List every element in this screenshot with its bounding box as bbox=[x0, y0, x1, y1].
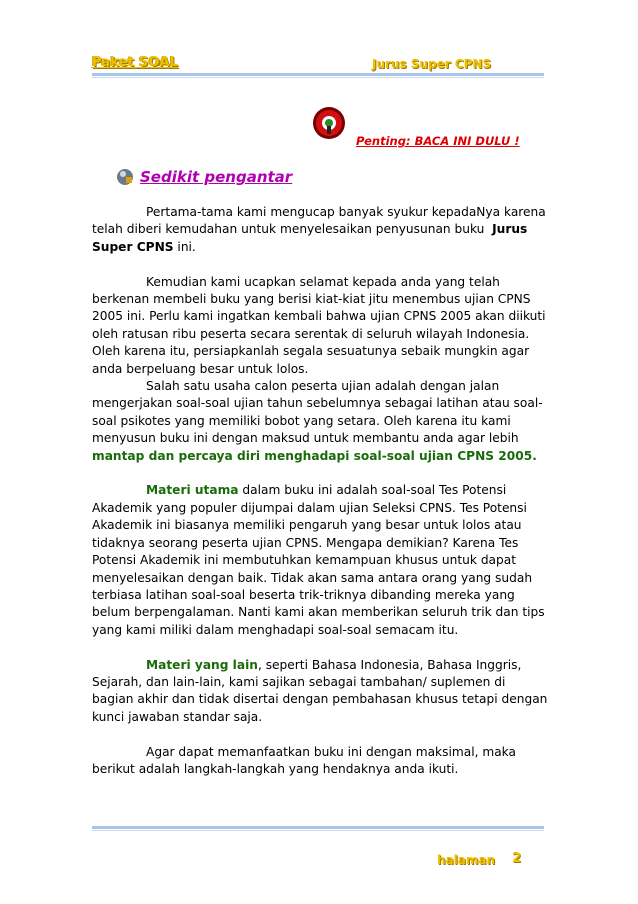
header-left-title: Paket SOAL bbox=[92, 55, 179, 70]
body-text bbox=[92, 204, 548, 778]
footer-rule-thin bbox=[92, 830, 544, 831]
footer-page-number: 2 bbox=[512, 851, 522, 866]
paragraph-4: Materi utama dalam buku ini adalah soal-soal Tes Potensi Akademik yang populer dijumpai dalam ujian Seleksi CPNS. Tes Potensi Akademik ini biasanya memiliki pengaruh yang besar untuk lolos atau tidaknya seorang peserta ujian CPNS. Mengapa demikian? Karena Tes Potensi Akademik ini membutuhkan kemampuan khusus untuk dapat menyelesaikan dengan baik. Tidak akan sama antara orang yang sudah terbiasa latihan soal-soal beserta trik-triknya dibanding mereka yang belum berpengalaman. Nanti kami akan memberikan seluruh trik dan tips yang kami miliki dalam menghadapi soal-soal semacam itu. bbox=[92, 483, 545, 637]
section-heading bbox=[116, 166, 292, 188]
emphasis-other-material: Materi yang lain bbox=[146, 657, 258, 672]
bullet-graphic-icon bbox=[116, 168, 134, 186]
paragraph-2: Kemudian kami ucapkan selamat kepada anda yang telah berkenan membeli buku yang berisi kiat-kiat jitu menembus ujian CPNS 2005 ini. Perlu kami ingatkan kembali bahwa ujian CPNS 2005 akan diikuti oleh ratusan ribu peserta secara serentak di seluruh wilayah Indonesia. Oleh karena itu, persiapkanlah segala sesuatunya sebaik mungkin agar anda berpeluang besar untuk lolos. bbox=[92, 274, 546, 376]
emphasis-main-material: Materi utama bbox=[146, 483, 239, 498]
header-rule-thin bbox=[92, 77, 544, 78]
section-title: Sedikit pengantar bbox=[140, 168, 293, 186]
important-notice: Penting: BACA INI DULU ! bbox=[356, 134, 520, 148]
footer-rule bbox=[92, 826, 544, 829]
paragraph-5: Materi yang lain, seperti Bahasa Indonesia, Bahasa Inggris, Sejarah, dan lain-lain, kami sajikan sebagai tambahan/ suplemen di bagian akhir dan tidak disertai dengan pembahasan khusus tetapi dengan kunci jawaban standar saja. bbox=[92, 657, 548, 724]
emphasis-confidence: mantap dan percaya diri menghadapi soal-soal ujian CPNS 2005. bbox=[92, 448, 537, 463]
warning-badge-icon bbox=[312, 106, 346, 140]
paragraph-1: Pertama-tama kami mengucap banyak syukur kepadaNya karena telah diberi kemudahan untuk menyelesaikan penyusunan buku Jurus Super CPNS ini. bbox=[92, 205, 546, 254]
paragraph-3: Salah satu usaha calon peserta ujian adalah dengan jalan mengerjakan soal-soal ujian tahun sebelumnya sebagai latihan atau soal-soal psikotes yang memiliki bobot yang setara. Oleh karena itu kami menyusun buku ini dengan maksud untuk membantu anda agar lebih mantap dan percaya diri menghadapi soal-soal ujian CPNS 2005. bbox=[92, 379, 543, 463]
header-rule bbox=[92, 73, 544, 76]
book-title-bold: Jurus Super CPNS bbox=[92, 222, 528, 254]
footer-page-label: halaman bbox=[437, 853, 495, 867]
header-right-title: Jurus Super CPNS bbox=[372, 57, 492, 71]
paragraph-6: Agar dapat memanfaatkan buku ini dengan maksimal, maka berikut adalah langkah-langkah yang hendaknya anda ikuti. bbox=[92, 744, 516, 776]
